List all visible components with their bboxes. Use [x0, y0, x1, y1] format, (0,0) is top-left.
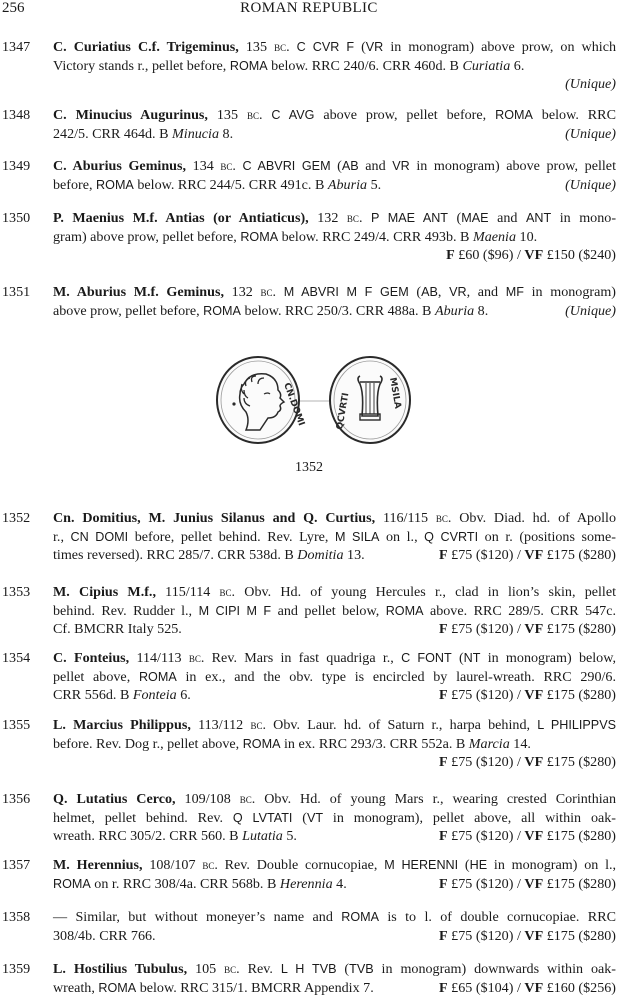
entry-text	[53, 38, 616, 94]
coin-legend: ROMA	[341, 910, 380, 924]
moneyer-name: C. Curiatius C.f. Trigeminus,	[53, 39, 239, 55]
price: F £65 ($104) / VF £160 ($256)	[439, 979, 616, 996]
entry-text	[53, 157, 616, 194]
coin-legend: P MAE ANT	[371, 211, 449, 225]
moneyer-name: M. Aburius M.f. Geminus,	[53, 284, 224, 300]
entry-line: M. Aburius M.f. Geminus, 132 bc. M ABVRI M F GEM (AB, VR, and MF in monogram)	[53, 284, 616, 300]
moneyer-name: C. Minucius Augurinus,	[53, 107, 208, 123]
entry-number: 1351	[2, 284, 31, 300]
page-header	[0, 0, 618, 20]
moneyer-name: M. Herennius,	[53, 857, 143, 873]
price: F £75 ($120) / VF £175 ($280)	[439, 828, 616, 844]
entry-line: P. Maenius M.f. Antias (or Antiaticus), 132 bc. P MAE ANT (MAE and ANT in mono-	[53, 210, 617, 226]
entry-line: above prow, pellet before, ROMA below. RRC 250/3. CRR 488a. B Aburia 8. (Unique)	[53, 302, 616, 319]
entry-text	[53, 649, 616, 705]
entry-number: 1359	[2, 961, 31, 977]
entry-number: 1352	[2, 510, 31, 526]
price: F £75 ($120) / VF £175 ($280)	[439, 927, 616, 944]
price: (Unique)	[565, 125, 616, 142]
entry-number: 1347	[2, 39, 31, 55]
moneyer-name: Q. Lutatius Cerco,	[53, 791, 176, 807]
running-title: ROMAN REPUBLIC	[240, 0, 378, 16]
entry-line: Q. Lutatius Cerco, 109/108 bc. Obv. Hd. of young Mars r., wearing crested Corinthian	[53, 791, 616, 807]
entry-line: helmet, pellet behind. Rev. Q LVTATI (VT in monogram), pellet above, all within oak-	[53, 809, 616, 826]
entry-number: 1350	[2, 210, 31, 226]
coin-illustration	[214, 354, 414, 446]
entry-text	[53, 856, 616, 893]
entry-line: gram) above prow, pellet before, ROMA below. RRC 249/4. CRR 493b. B Maenia 10.	[53, 228, 538, 245]
coin-legend: L H TVB	[280, 962, 337, 976]
price: (Unique)	[565, 176, 616, 193]
entry-line: L. Marcius Philippus, 113/112 bc. Obv. Laur. hd. of Saturn r., harpa behind, L PHILIPPVS	[53, 717, 617, 733]
entry-line: CRR 556d. B Fonteia 6. F £75 ($120) / VF £175 ($280)	[53, 687, 616, 703]
entry-line: L. Hostilius Tubulus, 105 bc. Rev. L H TVB (TVB in monogram) downwards within oak-	[53, 961, 616, 977]
moneyer-name: C. Aburius Geminus,	[53, 158, 187, 174]
coin-legend: C FONT	[401, 651, 452, 665]
entry-number: 1355	[2, 717, 31, 733]
coin-legend: L PHILIPPVS	[537, 718, 617, 732]
moneyer-name: C. Fonteius,	[53, 650, 130, 666]
entry-line: before. Rev. Dog r., pellet above, ROMA in ex. RRC 293/3. CRR 552a. B Marcia 14.	[53, 735, 531, 752]
price: (Unique)	[565, 302, 616, 319]
entry-text	[53, 209, 616, 265]
entry-text	[53, 583, 616, 639]
entry-line: — Similar, but without moneyer’s name and ROMA is to l. of double cornucopiae. RRC	[53, 909, 617, 925]
coin-legend: Q LVTATI	[232, 810, 293, 825]
entry-line: C. Aburius Geminus, 134 bc. C ABVRI GEM (AB and VR in monogram) above prow, pellet	[53, 158, 616, 174]
price: F £75 ($120) / VF £175 ($280)	[439, 621, 616, 637]
moneyer-name: M. Cipius M.f.,	[53, 584, 156, 600]
entry-number: 1358	[2, 909, 31, 925]
coin-legend: M ABVRI M F GEM	[283, 285, 409, 299]
entry-line: C. Fonteius, 114/113 bc. Rev. Mars in fast quadriga r., C FONT (NT in monogram) below,	[53, 650, 617, 666]
entry-line: wreath. RRC 305/2. CRR 560. B Lutatia 5. F £75 ($120) / VF £175 ($280)	[53, 828, 616, 844]
entry-line: wreath, ROMA below. RRC 315/1. BMCRR Appendix 7. F £65 ($104) / VF £160 ($256)	[53, 979, 616, 996]
entry-text	[53, 790, 616, 846]
entry-text	[53, 716, 616, 772]
entry-line: Cn. Domitius, M. Junius Silanus and Q. Curtius, 116/115 bc. Obv. Diad. hd. of Apollo	[53, 510, 616, 526]
entry-line: C. Minucius Augurinus, 135 bc. C AVG above prow, pellet before, ROMA below. RRC	[53, 107, 616, 123]
entry-line: Victory stands r., pellet before, ROMA below. RRC 240/6. CRR 460d. B Curiatia 6.	[53, 57, 525, 74]
coin-obverse	[217, 357, 306, 443]
price: (Unique)	[565, 76, 616, 92]
entry-text	[53, 283, 616, 320]
entry-number: 1354	[2, 650, 31, 666]
entry-number: 1349	[2, 158, 31, 174]
entry-text	[53, 509, 616, 565]
coin-legend: M CIPI M F	[198, 603, 272, 618]
price: F £75 ($120) / VF £175 ($280)	[439, 875, 616, 892]
entry-line: ROMA on r. RRC 308/4a. CRR 568b. B Herennia 4. F £75 ($120) / VF £175 ($280)	[53, 875, 616, 892]
coin-legend: C CVR F	[296, 40, 355, 54]
price: F £75 ($120) / VF £175 ($280)	[439, 754, 616, 770]
coin-legend: M HERENNI	[384, 858, 459, 872]
entry-text	[53, 960, 616, 997]
entry-line: 308/4b. CRR 766. F £75 ($120) / VF £175 ($280)	[53, 927, 616, 944]
reverse-legend-left: QCVRTI	[335, 392, 352, 431]
entry-number: 1357	[2, 857, 31, 873]
entry-line: M. Cipius M.f., 115/114 bc. Obv. Hd. of young Hercules r., clad in lion’s skin, pellet	[53, 584, 616, 600]
entry-text	[53, 908, 616, 945]
entry-line: Cf. BMCRR Italy 525. F £75 ($120) / VF £175 ($280)	[53, 621, 616, 637]
coin-legend: C AVG	[271, 108, 315, 122]
moneyer-name: L. Marcius Philippus,	[53, 717, 191, 733]
entry-number: 1356	[2, 791, 31, 807]
entry-number: 1348	[2, 107, 31, 123]
entry-line: r., CN DOMI before, pellet behind. Rev. Lyre, M SILA on l., Q CVRTI on r. (positions some-	[53, 528, 616, 545]
page-number: 256	[2, 0, 25, 16]
obverse-legend: CN.DOMI	[281, 381, 306, 428]
entry-line: before, ROMA below. RRC 244/5. CRR 491c. B Aburia 5. (Unique)	[53, 176, 616, 193]
moneyer-name: P. Maenius M.f. Antias (or Antiaticus),	[53, 210, 309, 226]
entry-line: C. Curiatius C.f. Trigeminus, 135 bc. C CVR F (VR in monogram) above prow, on which	[53, 39, 616, 55]
entry-number: 1353	[2, 584, 31, 600]
price: F £75 ($120) / VF £175 ($280)	[439, 687, 616, 703]
price: F £60 ($96) / VF £150 ($240)	[446, 247, 616, 263]
entry-line: pellet above, ROMA in ex., and the obv. type is encircled by laurel-wreath. RRC 290/6.	[53, 668, 617, 685]
reverse-legend-right: MSILA	[387, 376, 403, 410]
price: F £75 ($120) / VF £175 ($280)	[439, 547, 616, 563]
moneyer-name: Cn. Domitius, M. Junius Silanus and Q. Curtius,	[53, 510, 376, 526]
entry-line: behind. Rev. Rudder l., M CIPI M F and pellet below, ROMA above. RRC 289/5. CRR 547c.	[53, 602, 616, 619]
entry-line: 242/5. CRR 464d. B Minucia 8. (Unique)	[53, 125, 616, 142]
coin-legend: CN DOMI	[70, 529, 129, 544]
coin-legend: C ABVRI GEM	[242, 159, 331, 173]
entry-line	[53, 75, 616, 94]
entry-text	[53, 106, 616, 143]
figure-caption: 1352	[295, 460, 323, 475]
entry-line: times reversed). RRC 285/7. CRR 538d. B Domitia 13. F £75 ($120) / VF £175 ($280)	[53, 547, 616, 563]
moneyer-name: L. Hostilius Tubulus,	[53, 961, 188, 977]
coin-reverse	[330, 357, 410, 443]
entry-line: M. Herennius, 108/107 bc. Rev. Double cornucopiae, M HERENNI (HE in monogram) on l.,	[53, 857, 617, 873]
